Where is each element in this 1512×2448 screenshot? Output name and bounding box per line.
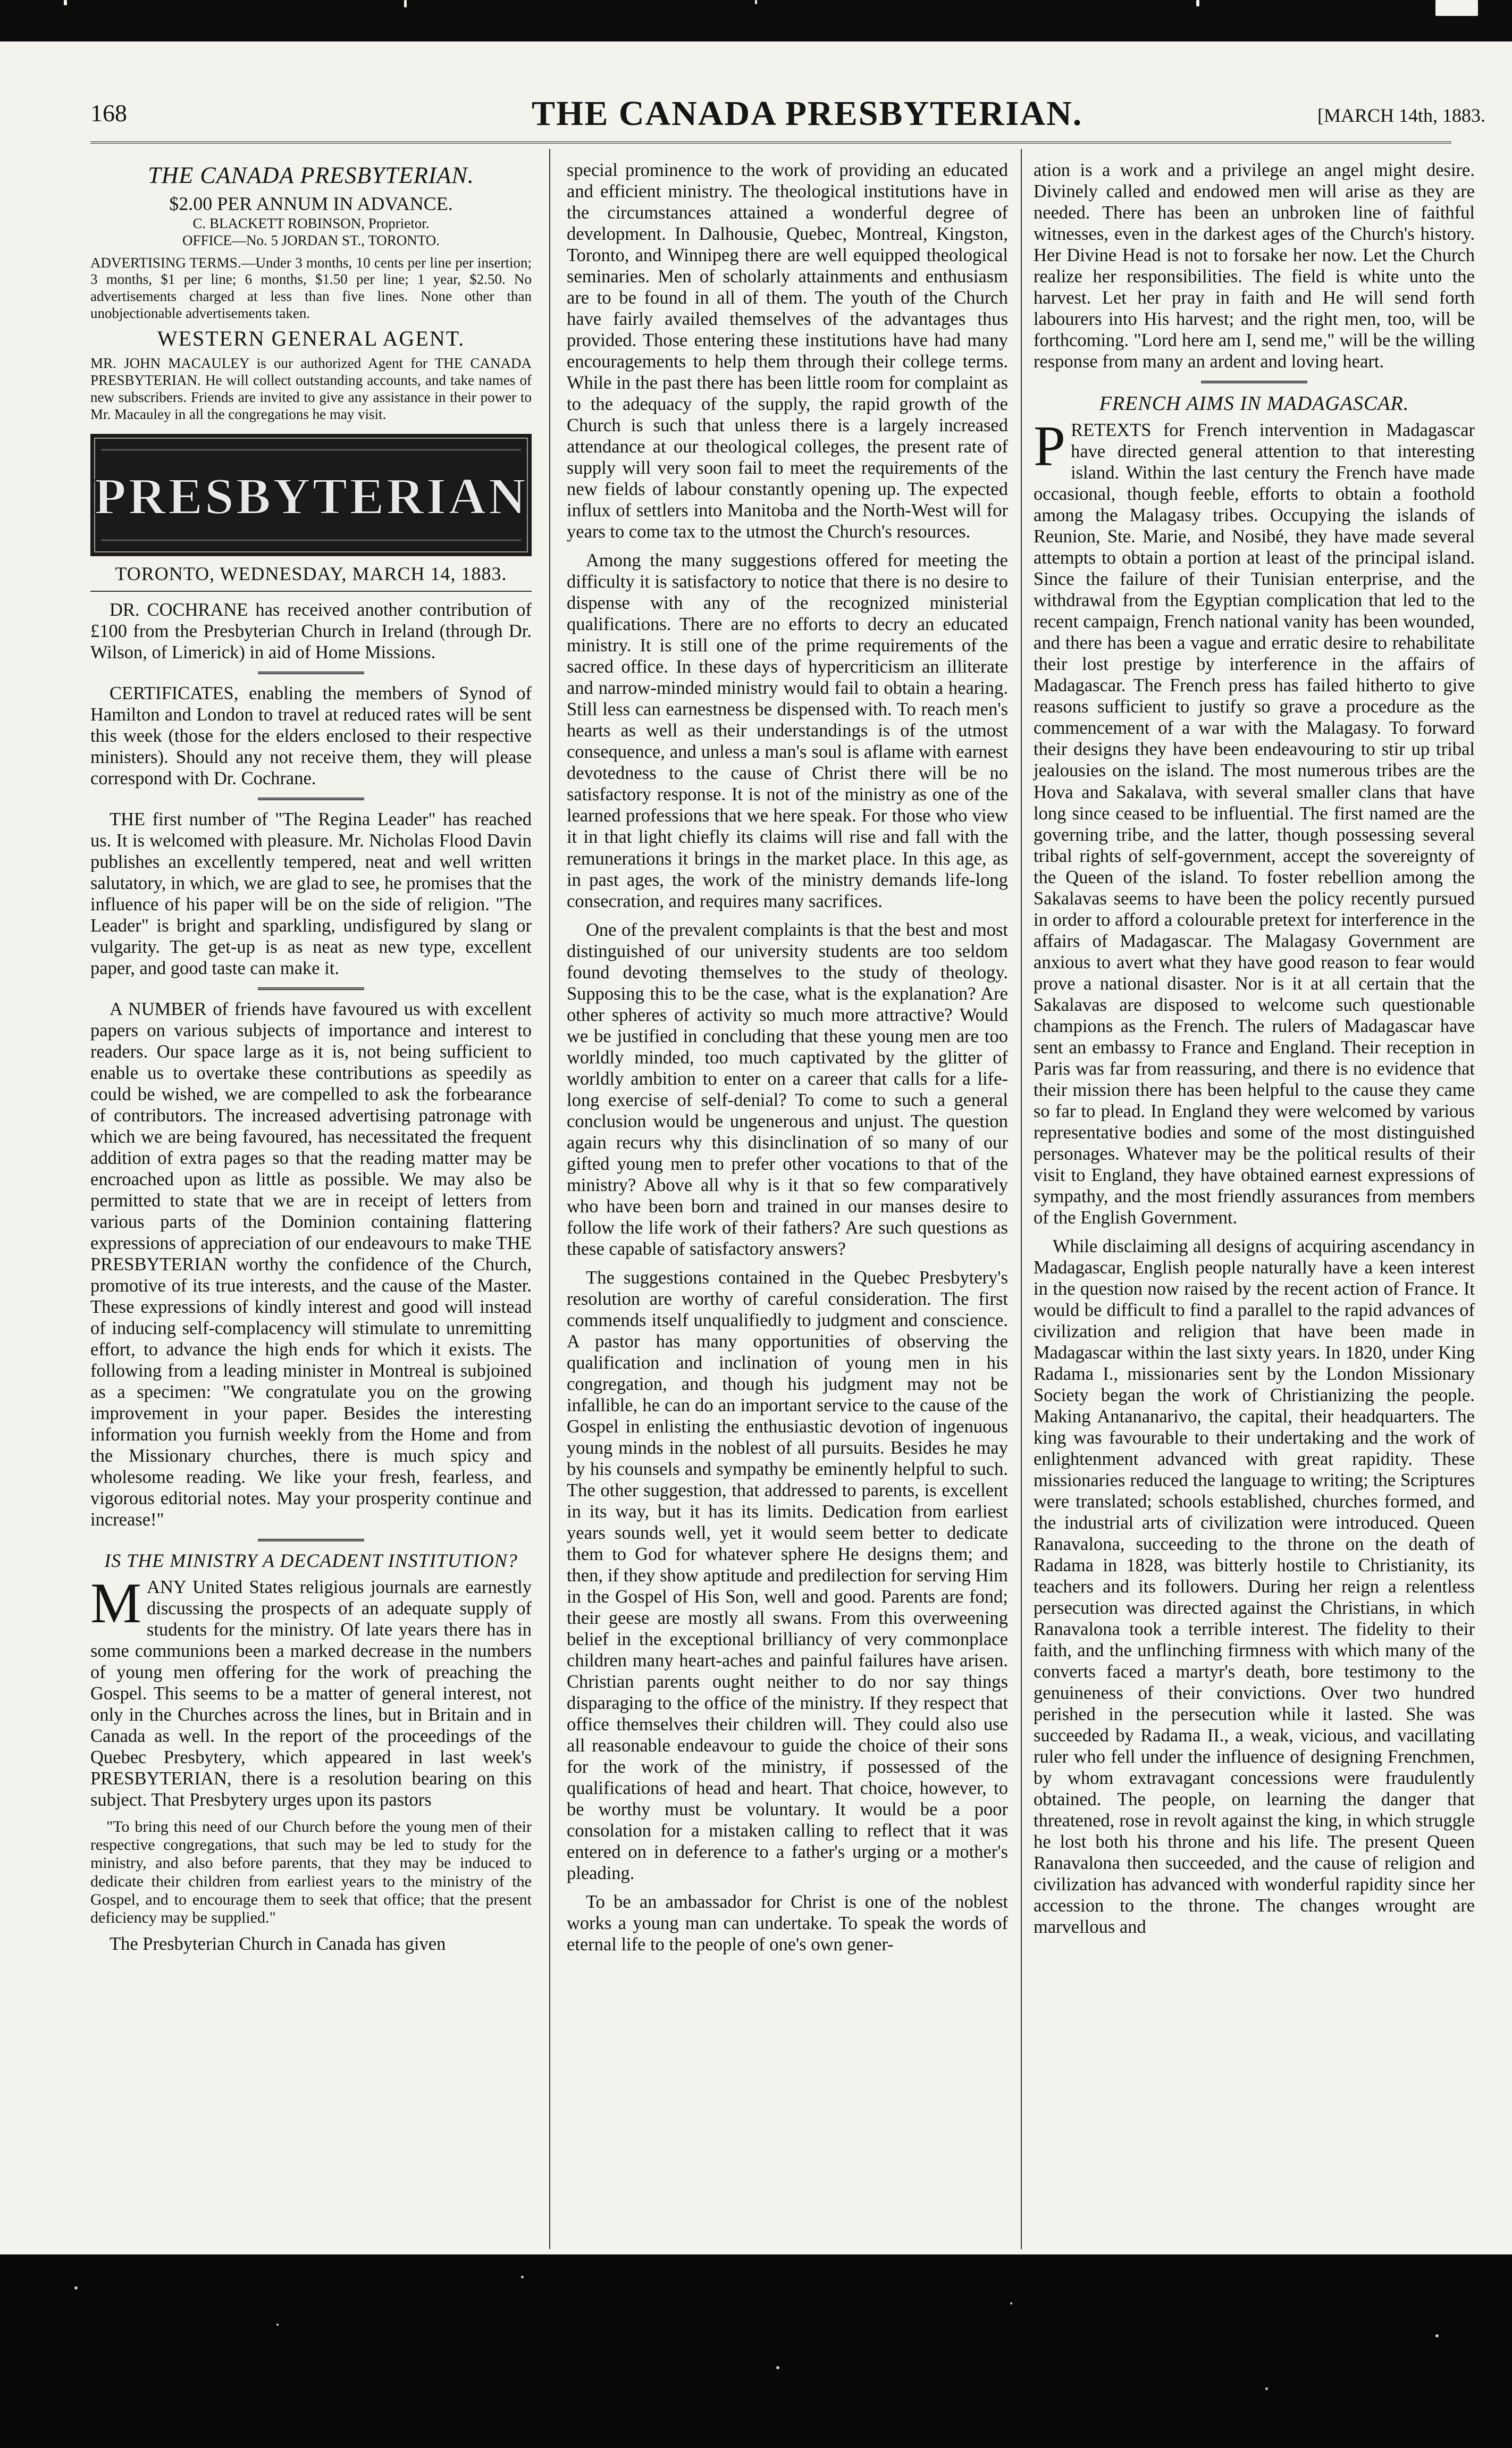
article-paragraph: To be an ambassador for Christ is one of the noblest works a young man can undertake. To speak the words of eternal life to the people of one's own gener- [567,1892,1008,1955]
column-2 [567,160,1008,1963]
column-rule [549,149,550,2249]
agent-heading: WESTERN GENERAL AGENT. [157,326,465,350]
dateline-rule [90,591,532,592]
editorial-note: CERTIFICATES, enabling the members of Synod of Hamilton and London to travel at reduced rates will be sent this week (those for the elders enclosed to their respective ministers). Should any not receive them, they will please correspond with Dr. Cochrane. [90,683,532,789]
article-title: FRENCH AIMS IN MADAGASCAR. [1099,392,1409,415]
article-paragraph: special prominence to the work of providing an educated and efficient ministry. The theological institutions have in the circumstances attained a wonderful degree of development. In Dalhousie, Quebec, Montreal, Kingston, Toronto, and Winnipeg there are well equipped theological seminaries. Men of scholarly attainments and enthusiasm are to be found in all of them. The youth of the Church have fairly availed themselves of the advantages thus provided. Those entering these institutions have had many encouragements to help them through their college terms. While in the past there has been little room for complaint as to the adequacy of the supply, the rapid growth of the Church is such that unless there is a largely increased attendance at our theological colleges, the present rate of supply will very soon fail to meet the requirements of the new fields of labour constantly opening up. The expected influx of settlers into Manitoba and the North-West will for years to come tax to the utmost the Church's resources. [567,160,1008,542]
header-rule [90,141,1451,144]
column-1 [90,160,532,1962]
article-paragraph: While disclaiming all designs of acquiring ascendancy in Madagascar, English people naturally have a keen interest in the question now raised by the recent action of France. It would be difficult to find a parallel to the rapid advances of civilization and religion that have been made in Madagascar within the last sixty years. In 1820, under King Radama I., missionaries sent by the London Missionary Society began the work of Christianizing the people. Making Antananarivo, the capital, their headquarters. The king was favourable to their undertaking and the work of enlightenment advanced with great rapidity. These missionaries reduced the language to writing; the Scriptures were translated; schools established, churches formed, and the industrial arts of civilization were introduced. Queen Ranavalona, succeeding to the throne on the death of Radama in 1828, was bitterly hostile to Christianity, its teachers and its followers. During her reign a relentless persecution was directed against the Christians, in which Ranavalona took a terrible interest. The fidelity to their faith, and the unflinching firmness with which many of the converts faced a martyr's death, bore testimony to the genuineness of their convictions. Over two hundred perished in the persecution while it lasted. She was succeeded by Radama II., a weak, vicious, and vacillating ruler who fell under the influence of designing Frenchmen, by whom extravagant concessions were fraudulently obtained. The people, on learning the danger that threatened, rose in revolt against the king, in which struggle he lost both his throne and his life. The present Queen Ranavalona then succeeded, and the cause of religion and civilization has advanced with wonderful rapidity since her accession to the throne. The changes wrought are marvellous and [1034,1236,1475,1938]
presbytery-resolution-quote: "To bring this need of our Church before the young men of their respective congregations, that such may be led to study for the ministry, and also before parents, that they may be induced to dedicate their children from earliest years to the ministry of the Gospel, and to encourage them to seek that office; that the present deficiency may be supplied." [90,1818,532,1927]
scan-border-top [0,0,1512,41]
logo-text: PRESBYTERIAN [94,467,528,525]
article-paragraph: RETEXTS for French intervention in Madagascar have directed general attention to that interesting island. Within the last century the French have made occasional, though feeble, efforts to obtain a foothold among the Malagasy tribes. Occupying the islands of Reunion, Ste. Marie, and Nosibé, they have made several attempts to obtain a portion at least of the principal island. Since the failure of their Tunisian enterprise, and the withdrawal from the Egyptian complication that led to the recent campaign, French national vanity has been wounded, and there has been a vague and erratic desire to rehabilitate their lost prestige by interference in the affairs of Madagascar. The French press has failed hitherto to give reasons sufficient to justify so grave a procedure as the commencement of a war with the Malagasy. To forward their designs they have been endeavouring to stir up tribal jealousies on the island. The most numerous tribes are the Hova and Sakalava, with several smaller clans that have long since ceased to be influential. The first named are the governing tribe, and the latter, though possessing several tribal rights of self-government, accept the sovereignty of the Queen of the island. To foster rebellion among the Sakalavas seems to have been the policy recently pursued in order to afford a colourable pretext for interference in the affairs of Madagascar. The Malagasy Government are anxious to avert what they have good reason to fear would prove a national disaster. Nor is it at all certain that the Sakalavas are disposed to welcome such questionable champions as the French. The rulers of Madagascar have sent an embassy to France and England. Their reception in Paris was far from reassuring, and there is no evidence that their mission there has been helpful to the cause they came so far to plead. In England they were welcomed by various representative bodies and some of the most distinguished personages. Whatever may be the political results of their visit to England, they have obtained earnest expressions of sympathy, and the most friendly assurances from members of the English Government. [1034,420,1475,1228]
advertising-terms: ADVERTISING TERMS.—Under 3 months, 10 cents per line per insertion; 3 months, $1 per line; 6 months, $1.50 per line; 1 year, $2.50. No advertisements charged at less than five lines. None other than unobjectionable advertisements taken. [90,254,532,322]
separator [1201,381,1307,383]
article-paragraph: The suggestions contained in the Quebec Presbytery's resolution are worthy of careful consideration. The first commends itself unqualifiedly to judgment and conscience. A pastor has many opportunities of observing the qualification and inclination of young men in his congregation, and though his judgment may not be infallible, he can do an important service to the cause of the Gospel in enlisting the enthusiastic devotion of ingenuous young minds in the noblest of all pursuits. Besides he may by his counsels and sympathy be eminently helpful to such. The other suggestion, that addressed to parents, is excellent in its way, but it has its limits. Dedication from earliest years sounds well, yet it would seem better to dedicate them to God for whatever sphere He designs them; and then, if they show aptitude and predilection for serving Him in the Gospel of His Son, well and good. Parents are fond; their geese are mostly all swans. From this overweening belief in the exceptional brilliancy of very commonplace children many heart-aches and painful failures have arisen. Christian parents ought neither to do nor say things disparaging to the office of the ministry. If they respect that office themselves their children will. They could also use all reasonable endeavour to guide the choice of their sons for the work of the ministry, if possessed of the qualifications of head and heart. That choice, however, to be worthy must be voluntary. It would be a poor consolation for a mistaken calling to reflect that it was entered on in deference to a father's urging or a mother's pleading. [567,1267,1008,1884]
article-title: IS THE MINISTRY A DECADENT INSTITUTION? [104,1550,518,1572]
agent-notice: MR. JOHN MACAULEY is our authorized Agent for THE CANADA PRESBYTERIAN. He will collect outstanding accounts, and take names of new subscribers. Friends are invited to give any assistance in their power to Mr. Macauley in all the congregations he may visit. [90,355,532,422]
paper-title: THE CANADA PRESBYTERIAN. [148,162,474,188]
separator [258,987,364,990]
editorial-note: A NUMBER of friends have favoured us with excellent papers on various subjects of importance and interest to readers. Our space large as it is, not being sufficient to enable us to overtake these contributions as speedily as could be wished, we are compelled to ask the forbearance of contributors. The increased advertising patronage with which we are being favoured, has necessitated the frequent addition of extra pages so that the reading matter may be encroached upon as little as possible. We may also be permitted to state that we are in receipt of letters from various parts of the Dominion containing flattering expressions of appreciation of our endeavours to make THE PRESBYTERIAN worthy the confidence of the Church, promotive of its true interests, and the cause of the Master. These expressions of kindly interest and good will instead of inducing self-complacency will stimulate to unremitting effort, to advance the high ends for which it exists. The following from a leading minister in Montreal is subjoined as a specimen: "We congratulate you on the growing improvement in your paper. Besides the interesting information you furnish weekly from the Home and from the Missionary churches, there is much spicy and wholesome reading. We like your fresh, fearless, and vigorous editorial notes. May your prosperity continue and increase!" [90,999,532,1530]
subscription-price: $2.00 PER ANNUM IN ADVANCE. [169,193,453,215]
drop-cap: P [1034,415,1066,479]
proprietor-line: C. BLACKETT ROBINSON, Proprietor. [192,215,430,231]
presbyterian-logo [90,434,532,556]
separator [258,672,364,674]
masthead-title: THE CANADA PRESBYTERIAN. [532,94,1083,133]
article-paragraph: The Presbyterian Church in Canada has given [110,1934,446,1955]
column-3 [1034,160,1475,1945]
issue-dateline: TORONTO, WEDNESDAY, MARCH 14, 1883. [115,563,507,584]
office-address: OFFICE—No. 5 JORDAN ST., TORONTO. [182,232,440,248]
article-paragraph: One of the prevalent complaints is that the best and most distinguished of our university students are too seldom found devoting themselves to the study of theology. Supposing this to be the case, what is the explanation? Are other spheres of activity so much more attractive? Would we be justified in concluding that these young men are too worldly minded, too much captivated by the glitter of worldly ambition to enter on a career that calls for a life-long exercise of self-denial? To come to such a general conclusion would be ungenerous and unjust. The question again recurs why this disinclination of so many of our gifted young men to prefer other vocations to that of the ministry? Above all why is it that so few comparatively who have been born and trained in our manses desire to follow the life work of their fathers? Are such questions as these capable of satisfactory answers? [567,919,1008,1259]
article-paragraph: Among the many suggestions offered for meeting the difficulty it is satisfactory to notice that there is no desire to dispense with any of the recognized ministerial qualifications. There are no efforts to decry an educated ministry. It is still one of the prime requirements of the sacred office. In these days of hypercriticism an illiterate and narrow-minded ministry would fail to obtain a hearing. Still less can earnestness be dispensed with. To reach men's hearts as well as their understandings is of the utmost consequence, and unless a man's soul is aflame with earnest devotedness to the cause of Christ there will be no satisfactory response. It is not of the ministry as one of the learned professions that we here speak. For those who view it in that light chiefly its claims will rise and fall with the remunerations it brings in the market place. In this age, as in past ages, the work of the ministry demands life-long consecration, and requires many sacrifices. [567,550,1008,911]
page-number: 168 [90,99,127,127]
editorial-note: DR. COCHRANE has received another contribution of £100 from the Presbyterian Church in Ireland (through Dr. Wilson, of Limerick) in aid of Home Missions. [90,599,532,663]
column-rule [1021,149,1022,2249]
article-paragraph: ANY United States religious journals are earnestly discussing the prospects of an adequate supply of students for the ministry. Of late years there has in some communions been a marked decrease in the numbers of young men offering for the work of preaching the Gospel. This seems to be a matter of general interest, not only in the Churches across the lines, but in Britain and in Canada as well. In the report of the proceedings of the Quebec Presbytery, which appeared in last week's PRESBYTERIAN, there is a resolution bearing on this subject. That Presbytery urges upon its pastors [90,1577,532,1810]
separator [258,798,364,800]
editorial-note: THE first number of "The Regina Leader" has reached us. It is welcomed with pleasure. Mr. Nicholas Flood Davin publishes an excellently tempered, neat and well written salutatory, in which, we are glad to see, he promises that the influence of his paper will be on the side of religion. "The Leader" is bright and sparkling, undisfigured by slang or vulgarity. The get-up is as neat as new type, excellent paper, and good taste can make it. [90,809,532,978]
scan-border-bottom [0,2254,1512,2448]
drop-cap: M [90,1571,142,1635]
header-date: [MARCH 14th, 1883. [1317,105,1486,126]
separator [258,1539,364,1541]
article-paragraph: ation is a work and a privilege an angel might desire. Divinely called and endowed men will arise as they are needed. There has been an unbroken line of faithful witnesses, even in the darkest ages of the Church's history. Her Divine Head is not to forsake her now. Let the Church realize her responsibilities. The field is white unto the harvest. Let her pray in faith and He will send forth labourers into His harvest; and the right men, too, will be forthcoming. "Lord here am I, send me," will be the willing response from many an ardent and loving heart. [1034,160,1475,372]
